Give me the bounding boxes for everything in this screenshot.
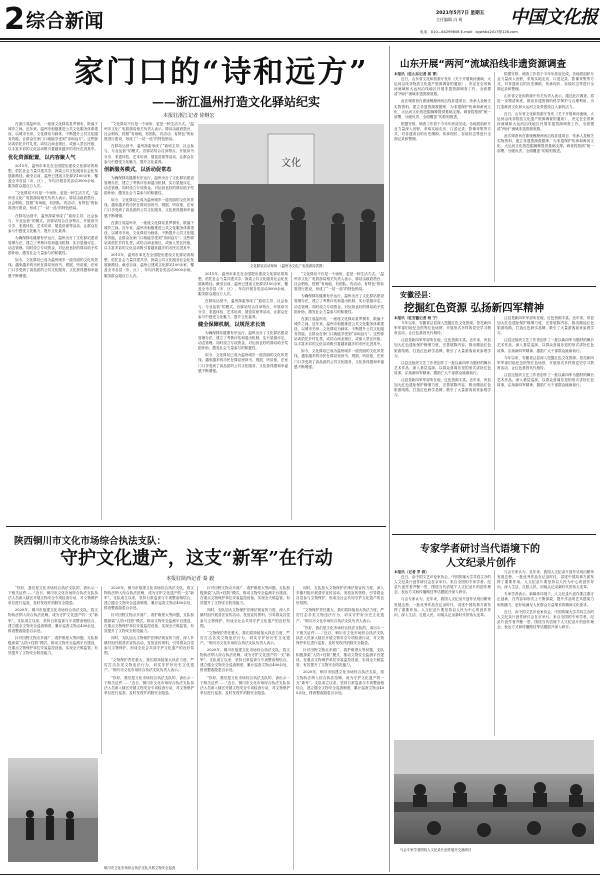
- lead-paragraph: 在驿站运营中，温州探索形成了“政府主导、社会参与、专业运营”的模式。各驿站结合自身特点，开展读书分享、非遗体验、艺术培训、展览讲座等活动，让群众在参与中感受文化魅力，提升文化素养。: [198, 299, 288, 319]
- anhui-paragraph: 今年以来，安徽省泾县深入挖掘红色文化资源，依托新四军军部旧址纪念馆等红色场馆，开展形式多样的党史学习教育活动，让红色基因代代相传。: [394, 321, 491, 336]
- shaanxi-paragraph: “你好，我们是文化市场综合执法支队的，请出示一下相关证件……”近日，铜川市文化市场综合执法支队执法人员深入辖区开展文物安全专项检查行动，对文物保护单位进行巡查，及时发现并消除安全隐患。: [296, 625, 384, 645]
- shaanxi-kicker: 陕西铜川市文化市场综合执法支队：: [14, 536, 167, 547]
- lead-paragraph: 为确保驿站健康有序运行，温州出台了文化驿站建设管理办法，建立了考核评估和退出机制，实行星级评定、动态管理。同时设立专项资金，对运营良好的驿站给予奖励补助，激发社会力量参与的积极性。: [8, 235, 98, 256]
- anhui-paragraph: 泾县是新四军军部所在地，红色资源丰富。近年来，该县加大红色遗址保护修缮力度，完善展陈内容，推出精品红色旅游线路，打造红色研学品牌，吸引了大量游客前来参观学习。: [394, 338, 491, 358]
- lead-column-1: [8, 122, 98, 520]
- shaanxi-title: 守护文化遗产，这支“新军”在行动: [60, 548, 333, 569]
- issue-date: 2021年5月7日 星期五: [436, 11, 485, 16]
- lead-column-3: [198, 272, 288, 520]
- column-rule: [494, 316, 495, 530]
- lead-paragraph: 在浙江省温州市，一座座文化驿站星罗棋布，散落于城乡之间。近年来，温州市积极推进公共文化服务体系建设，以城市书房、文化驿站为载体，不断提升公共文化服务效能，让群众在家门口就能享受到“诗和远方”。这些驿站或依托乡村礼堂，或结合商业街区，或嵌入景区民宿，以丰富多彩的文化活动吸引着越来越多的市民走进其中。: [104, 220, 194, 251]
- lead-paragraph: “文化驿站不仅是一个场所，更是一种生活方式。”温州市文化广电旅游局相关负责人表示，驿站由政府搭台、社会唱戏，按照“有场地、有团队、有活动、有特色”的标准进行建设，形成了“一站一品”的特色格局。: [8, 191, 98, 211]
- section-divider: [6, 526, 386, 527]
- yellow-river-title: 山东开展“两河”流域沿线非遗资源调查: [400, 59, 567, 70]
- shaanxi-paragraph: “文物保护责任重大，我们将持续加大执法力度，严厉打击各类文物违法行为，切实守护好历史文化遗产。”铜川市文化市场综合执法支队负责人表示。: [200, 630, 290, 645]
- column-rule: [291, 272, 292, 520]
- experts-photo: [394, 740, 594, 844]
- lead-photo-caption: 文化驿站活动现场 （温州市文化广电旅游局供图）: [250, 264, 326, 268]
- shaanxi-paragraph: 同时，支队加大文物保护法律法规宣传力度，深入乡镇村组开展普法宣传活动，发放宣传资料，引导群众自觉参与文物保护，形成全社会共同守护文化遗产的良好氛围。: [200, 608, 290, 628]
- shaanxi-paragraph: 2020年，铜川市组建文化市场综合执法支队，将文物执法纳入综合执法范畴，成为守护文化遗产的一支“新军”。支队成立以来，坚持日常巡查与专项整治相结合，建立健全文物安全巡查制度，累计巡查文物点400余处，排查整改隐患百余处。: [296, 670, 384, 695]
- lead-column-2: [104, 122, 194, 520]
- lead-paragraph: 如今，文化驿站已成为温州城乡一道亮丽的文化风景线。越来越多的市民在驿站里读书、观展、听讲座，在家门口享受到了高品质的公共文化服务，文化获得感和幸福感不断增强。: [104, 198, 194, 218]
- lead-heading-3: 健全保障机制，以规范求长效: [198, 321, 266, 328]
- contact-info: 电话：010—64299608 E-mail：zgwhbx2017@126.com: [420, 30, 518, 34]
- shaanxi-photo-caption: 铜川市文化市场综合执法支队开展文物安全巡查: [104, 866, 176, 870]
- lead-byline: 本报驻浙江记者 徐继宏: [163, 113, 215, 119]
- page-number: 2: [4, 2, 25, 37]
- lead-paragraph: 2015年，温州市率先在全国提出建设文化驿站的构想，依托社会力量共建共享，探索公共文化服务社会化发展新路径。截至目前，温州已建成文化驿站100余家，覆盖全市各县（市、区），年均开展各类活动3000余场，服务群众超百万人次。: [8, 163, 98, 189]
- section-name: 综合新闻: [26, 10, 105, 32]
- lead-column-4: [294, 272, 384, 520]
- column-rule: [293, 586, 294, 870]
- experts-title-line-2: 人文纪录片创作: [446, 558, 516, 569]
- anhui-paragraph: 泾县还组织文艺工作者创作了一批以新四军为题材的舞台艺术作品，深入基层巡演，以群众喜闻乐见的形式讲好红色故事，弘扬新四军精神，激励广大干部群众砥砺前行。: [394, 360, 491, 375]
- anhui-paragraph: 泾县还组织文艺工作者创作了一批以新四军为题材的舞台艺术作品，深入基层巡演，以群众喜闻乐见的形式讲好红色故事，弘扬新四军精神，激励广大干部群众砥砺前行。: [497, 372, 594, 388]
- anhui-column-1: [394, 316, 491, 530]
- bottom-rule: [0, 874, 600, 875]
- anhui-kicker: 安徽泾县：: [400, 291, 435, 299]
- masthead-rule: [0, 38, 600, 40]
- svg-text:文化: 文化: [281, 158, 301, 169]
- yellow-river-paragraph: 山东省文化和旅游厅有关负责人表示，通过此次调查，将进一步摸清家底，推动非遗资源的科学保护与合理利用，为打造黄河文化和大运河文化带建设注入新的活力。: [497, 94, 594, 109]
- yellow-river-paragraph: 根据安排，调查工作将于今年年底前完成。各地将组织专业力量深入田野，采取实地走访、口述记录、影像采集等方式，对非遗项目的历史渊源、传承现状、存续状态等进行全面记录和整理。: [394, 121, 491, 142]
- shaanxi-paragraph: 针对田野文物点多面广、看护难度大等问题，支队积极探索“人防+技防”模式，推动文物安全监测平台建设，在重点文物保护单位安装监控设备，实现全天候监管，有效提升了文物安全防范能力。: [8, 635, 98, 656]
- lead-subtitle: ——浙江温州打造文化驿站纪实: [152, 95, 321, 109]
- experts-paragraph: 与会专家认为，近年来，我国人文纪录片创作呈现出繁荣发展态势，一批优秀作品在记录时代、讲述中国故事方面发挥了重要作用。人文纪录片要坚持以人民为中心的创作导向，深入生活、扎根人民，用镜头记录新时代的伟大变革。: [497, 570, 594, 590]
- shaanxi-paragraph: 针对田野文物点多面广、看护难度大等问题，支队积极探索“人防+技防”模式，推动文物安全监测平台建设，在重点文物保护单位安装监控设备，实现全天候监管，有效提升了文物安全防范能力。: [296, 648, 384, 668]
- lead-paragraph: 2015年，温州市率先在全国提出建设文化驿站的构想，依托社会力量共建共享，探索公共文化服务社会化发展新路径。截至目前，温州已建成文化驿站100余家，覆盖全市各县（市、区），年均开展各类活动3000余场，服务群众超百万人次。: [104, 253, 194, 278]
- yellow-river-column-1: [394, 72, 491, 282]
- lead-heading-1: 优化资源配置，以内容聚人气: [8, 154, 76, 161]
- section-divider: [392, 286, 596, 287]
- shaanxi-paragraph: 2020年，铜川市组建文化市场综合执法支队，将文物执法纳入综合执法范畴，成为守护文化遗产的一支“新军”。支队成立以来，坚持日常巡查与专项整治相结合，建立健全文物安全巡查制度，累计巡查文物点400余处，排查整改隐患百余处。: [8, 608, 98, 633]
- lead-paragraph: 2015年，温州市率先在全国提出建设文化驿站的构想，依托社会力量共建共享，探索公共文化服务社会化发展新路径。截至目前，温州已建成文化驿站100余家，覆盖全市各县（市、区），年均开展各类活动3000余场，服务群众超百万人次。: [198, 272, 288, 297]
- lead-paragraph: 为确保驿站健康有序运行，温州出台了文化驿站建设管理办法，建立了考核评估和退出机制，实行星级评定、动态管理。同时设立专项资金，对运营良好的驿站给予奖励补助，激发社会力量参与的积极性。: [294, 294, 384, 314]
- lead-paragraph: 如今，文化驿站已成为温州城乡一道亮丽的文化风景线。越来越多的市民在驿站里读书、观展、听讲座，在家门口享受到了高品质的公共文化服务，文化获得感和幸福感不断增强。: [198, 353, 288, 373]
- experts-column-1: [394, 570, 491, 736]
- right-column-divider: [389, 46, 390, 872]
- yellow-river-paragraph: 近日，山东省文化和旅游厅发布《关于开展黄河流域、大运河沿线非物质文化遗产资源调查的通知》，决定在全省黄河流域和大运河沿线地区开展非遗资源调查工作，全面摸清“两河”流域非遗资源底数。: [497, 111, 594, 131]
- lead-paragraph: 如今，文化驿站已成为温州城乡一道亮丽的文化风景线。越来越多的市民在驿站里读书、观展、听讲座，在家门口享受到了高品质的公共文化服务，文化获得感和幸福感不断增强。: [8, 258, 98, 278]
- experts-photo-caption: 与会专家学者围绕人文纪录片创作展开交流研讨: [400, 848, 472, 852]
- shaanxi-paragraph: “你好，我们是文化市场综合执法支队的，请出示一下相关证件……”近日，铜川市文化市场综合执法支队执法人员深入辖区开展文物安全专项检查行动，对文物保护单位进行巡查，及时发现并消除安全隐患。: [104, 675, 194, 695]
- anhui-paragraph: 泾县是新四军军部所在地，红色资源丰富。近年来，该县加大红色遗址保护修缮力度，完善展陈内容，推出精品红色旅游线路，打造红色研学品牌，吸引了大量游客前来参观学习。: [394, 378, 491, 398]
- experts-paragraph: 近日，由中国文艺评论家协会、中国传媒大学共同主办的人文纪录片创作研讨会在京举行。来自全国的专家学者、纪录片创作者齐聚一堂，围绕当代语境下人文纪录片的创作理念、表达方式和传播路径等话题展开深入研讨。: [497, 609, 594, 629]
- anhui-paragraph: 今年以来，安徽省泾县深入挖掘红色文化资源，依托新四军军部旧址纪念馆等红色场馆，开展形式多样的党史学习教育活动，让红色基因代代相传。: [497, 355, 594, 370]
- shaanxi-paragraph: “你好，我们是文化市场综合执法支队的，请出示一下相关证件……”近日，铜川市文化市场综合执法支队执法人员深入辖区开展文物安全专项检查行动，对文物保护单位进行巡查，及时发现并消除安全隐患。: [8, 586, 98, 606]
- yellow-river-paragraph: 根据安排，调查工作将于今年年底前完成。各地将组织专业力量深入田野，采取实地走访、口述记录、影像采集等方式，对非遗项目的历史渊源、传承现状、存续状态等进行全面记录和整理。: [497, 72, 594, 92]
- shaanxi-paragraph: 2020年，铜川市组建文化市场综合执法支队，将文物执法纳入综合执法范畴，成为守护文化遗产的一支“新军”。支队成立以来，坚持日常巡查与专项整治相结合，建立健全文物安全巡查制度，累计巡查文物点400余处，排查整改隐患百余处。: [104, 586, 194, 611]
- experts-paragraph: 与会专家认为，近年来，我国人文纪录片创作呈现出繁荣发展态势，一批优秀作品在记录时代、讲述中国故事方面发挥了重要作用。人文纪录片要坚持以人民为中心的创作导向，深入生活、扎根人民，用镜头记录新时代的伟大变革。: [394, 597, 491, 617]
- shaanxi-paragraph: “文物保护责任重大，我们将持续加大执法力度，严厉打击各类文物违法行为，切实守护好历史文化遗产。”铜川市文化市场综合执法支队负责人表示。: [104, 658, 194, 673]
- shaanxi-column-1: [8, 586, 98, 754]
- yellow-river-column-2: [497, 72, 594, 282]
- experts-paragraph: 近日，由中国文艺评论家协会、中国传媒大学共同主办的人文纪录片创作研讨会在京举行。来自全国的专家学者、纪录片创作者齐聚一堂，围绕当代语境下人文纪录片的创作理念、表达方式和传播路径等话题展开深入研讨。: [394, 575, 491, 595]
- experts-photo-illustration: [394, 740, 594, 844]
- experts-paragraph: 专家学者表示，新媒体环境下，人文纪录片创作要注重守正创新，在内容和形式上不断探索，提升作品的艺术感染力和传播力，更好地满足人民群众日益增长的精神文化需求。: [497, 592, 594, 607]
- shaanxi-column-2: [104, 586, 194, 870]
- shaanxi-photo: [8, 758, 98, 862]
- section-divider: [392, 534, 596, 535]
- lead-paragraph: “文化驿站不仅是一个场所，更是一种生活方式。”温州市文化广电旅游局相关负责人表示，驿站由政府搭台、社会唱戏，按照“有场地、有团队、有活动、有特色”的标准进行建设，形成了“一站一品”的特色格局。: [104, 122, 194, 142]
- yellow-river-byline: 本报讯（驻山东记者 郭 菁）: [394, 72, 440, 76]
- column-rule: [494, 570, 495, 736]
- column-rule: [101, 586, 102, 754]
- masthead: [0, 0, 600, 42]
- masthead-rule-thin: [0, 41, 600, 42]
- shaanxi-paragraph: “文物保护责任重大，我们将持续加大执法力度，严厉打击各类文物违法行为，切实守护好历史文化遗产。”铜川市文化市场综合执法支队负责人表示。: [296, 608, 384, 623]
- anhui-column-2: [497, 316, 594, 530]
- lead-paragraph: 为确保驿站健康有序运行，温州出台了文化驿站建设管理办法，建立了考核评估和退出机制，实行星级评定、动态管理。同时设立专项资金，对运营良好的驿站给予奖励补助，激发社会力量参与的积极性。: [198, 330, 288, 351]
- shaanxi-paragraph: 针对田野文物点多面广、看护难度大等问题，支队积极探索“人防+技防”模式，推动文物安全监测平台建设，在重点文物保护单位安装监控设备，实现全天候监管，有效提升了文物安全防范能力。: [200, 586, 290, 606]
- shaanxi-paragraph: 2020年，铜川市组建文化市场综合执法支队，将文物执法纳入综合执法范畴，成为守护文化遗产的一支“新军”。支队成立以来，坚持日常巡查与专项整治相结合，建立健全文物安全巡查制度，累计巡查文物点400余处，排查整改隐患百余处。: [200, 648, 290, 673]
- column-rule: [101, 122, 102, 520]
- experts-column-2: [497, 570, 594, 736]
- lead-heading-2: 创新服务模式，以活动促常态: [104, 166, 172, 173]
- yellow-river-paragraph: 此次调查旨在系统梳理两河沿线非遗项目、传承人及相关实物资料，建立非遗资源数据库，为非遗保护传承和黄河文化、大运河文化的挖掘阐释提供基础支撑。调查将按照“统一部署、分级负责、全面覆盖”的原则推进。: [394, 99, 491, 119]
- column-rule: [494, 72, 495, 282]
- anhui-byline: 本报讯（驻安徽记者 杨 宁）: [394, 316, 440, 320]
- lead-paragraph: 在浙江省温州市，一座座文化驿站星罗棋布，散落于城乡之间。近年来，温州市积极推进公共文化服务体系建设，以城市书房、文化驿站为载体，不断提升公共文化服务效能，让群众在家门口就能享受到“诗和远方”。这些驿站或依托乡村礼堂，或结合商业街区，或嵌入景区民宿，以丰富多彩的文化活动吸引着越来越多的市民走进其中。: [8, 122, 98, 152]
- experts-byline: 本报讯（记者 罗 群）: [394, 570, 429, 574]
- yellow-river-paragraph: 近日，山东省文化和旅游厅发布《关于开展黄河流域、大运河沿线非物质文化遗产资源调查的通知》，决定在全省黄河流域和大运河沿线地区开展非遗资源调查工作，全面摸清“两河”流域非遗资源底数。: [394, 77, 491, 97]
- lead-title: 家门口的“诗和远方”: [74, 55, 369, 90]
- shaanxi-column-4: [296, 586, 384, 870]
- shaanxi-paragraph: “你好，我们是文化市场综合执法支队的，请出示一下相关证件……”近日，铜川市文化市场综合执法支队执法人员深入辖区开展文物安全专项检查行动，对文物保护单位进行巡查，及时发现并消除安全隐患。: [200, 675, 290, 695]
- column-rule: [197, 586, 198, 870]
- anhui-paragraph: 泾县还组织文艺工作者创作了一批以新四军为题材的舞台艺术作品，深入基层巡演，以群众喜闻乐见的形式讲好红色故事，弘扬新四军精神，激励广大干部群众砥砺前行。: [497, 338, 594, 353]
- yellow-river-paragraph: 此次调查旨在系统梳理两河沿线非遗项目、传承人及相关实物资料，建立非遗资源数据库，为非遗保护传承和黄河文化、大运河文化的挖掘阐释提供基础支撑。调查将按照“统一部署、分级负责、全面覆盖”的原则推进。: [497, 134, 594, 154]
- lead-photo-illustration: [198, 124, 384, 262]
- shaanxi-paragraph: 同时，支队加大文物保护法律法规宣传力度，深入乡镇村组开展普法宣传活动，发放宣传资料，引导群众自觉参与文物保护，形成全社会共同守护文化遗产的良好氛围。: [296, 586, 384, 606]
- lead-paragraph: 在浙江省温州市，一座座文化驿站星罗棋布，散落于城乡之间。近年来，温州市积极推进公共文化服务体系建设，以城市书房、文化驿站为载体，不断提升公共文化服务效能，让群众在家门口就能享受到“诗和远方”。这些驿站或依托乡村礼堂，或结合商业街区，或嵌入景区民宿，以丰富多彩的文化活动吸引着越来越多的市民走进其中。: [294, 316, 384, 347]
- experts-title-line-1: 专家学者研讨当代语境下的: [420, 544, 540, 555]
- anhui-title: 挖掘红色资源 弘扬新四军精神: [404, 302, 545, 314]
- lead-paragraph: “文化驿站不仅是一个场所，更是一种生活方式。”温州市文化广电旅游局相关负责人表示，驿站由政府搭台、社会唱戏，按照“有场地、有团队、有活动、有特色”的标准进行建设，形成了“一站一品”的特色格局。: [294, 272, 384, 292]
- anhui-paragraph: 泾县是新四军军部所在地，红色资源丰富。近年来，该县加大红色遗址保护修缮力度，完善展陈内容，推出精品红色旅游线路，打造红色研学品牌，吸引了大量游客前来参观学习。: [497, 316, 594, 336]
- lead-photo: [198, 124, 384, 262]
- lead-paragraph: 如今，文化驿站已成为温州城乡一道亮丽的文化风景线。越来越多的市民在驿站里读书、观展、听讲座，在家门口享受到了高品质的公共文化服务，文化获得感和幸福感不断增强。: [294, 349, 384, 369]
- lead-paragraph: 在驿站运营中，温州探索形成了“政府主导、社会参与、专业运营”的模式。各驿站结合自身特点，开展读书分享、非遗体验、艺术培训、展览讲座等活动，让群众在参与中感受文化魅力，提升文化素养。: [8, 213, 98, 233]
- shaanxi-photo-illustration: [8, 758, 98, 862]
- shaanxi-paragraph: 针对田野文物点多面广、看护难度大等问题，支队积极探索“人防+技防”模式，推动文物安全监测平台建设，在重点文物保护单位安装监控设备，实现全天候监管，有效提升了文物安全防范能力。: [104, 613, 194, 633]
- shaanxi-paragraph: 同时，支队加大文物保护法律法规宣传力度，深入乡镇村组开展普法宣传活动，发放宣传资料，引导群众自觉参与文物保护，形成全社会共同守护文化遗产的良好氛围。: [104, 635, 194, 656]
- lead-paragraph: 在驿站运营中，温州探索形成了“政府主导、社会参与、专业运营”的模式。各驿站结合自身特点，开展读书分享、非遗体验、艺术培训、展览讲座等活动，让群众在参与中感受文化魅力，提升文化素养。: [104, 144, 194, 164]
- paper-name-logo: 中国文化报: [510, 7, 598, 28]
- shaanxi-column-3: [200, 586, 290, 870]
- editor-credit: 主任编辑 冯 萌: [436, 17, 463, 22]
- shaanxi-byline: 本报驻陕西记者 秦 毅: [166, 576, 215, 582]
- lead-paragraph: 为确保驿站健康有序运行，温州出台了文化驿站建设管理办法，建立了考核评估和退出机制，实行星级评定、动态管理。同时设立专项资金，对运营良好的驿站给予奖励补助，激发社会力量参与的积极性。: [104, 175, 194, 196]
